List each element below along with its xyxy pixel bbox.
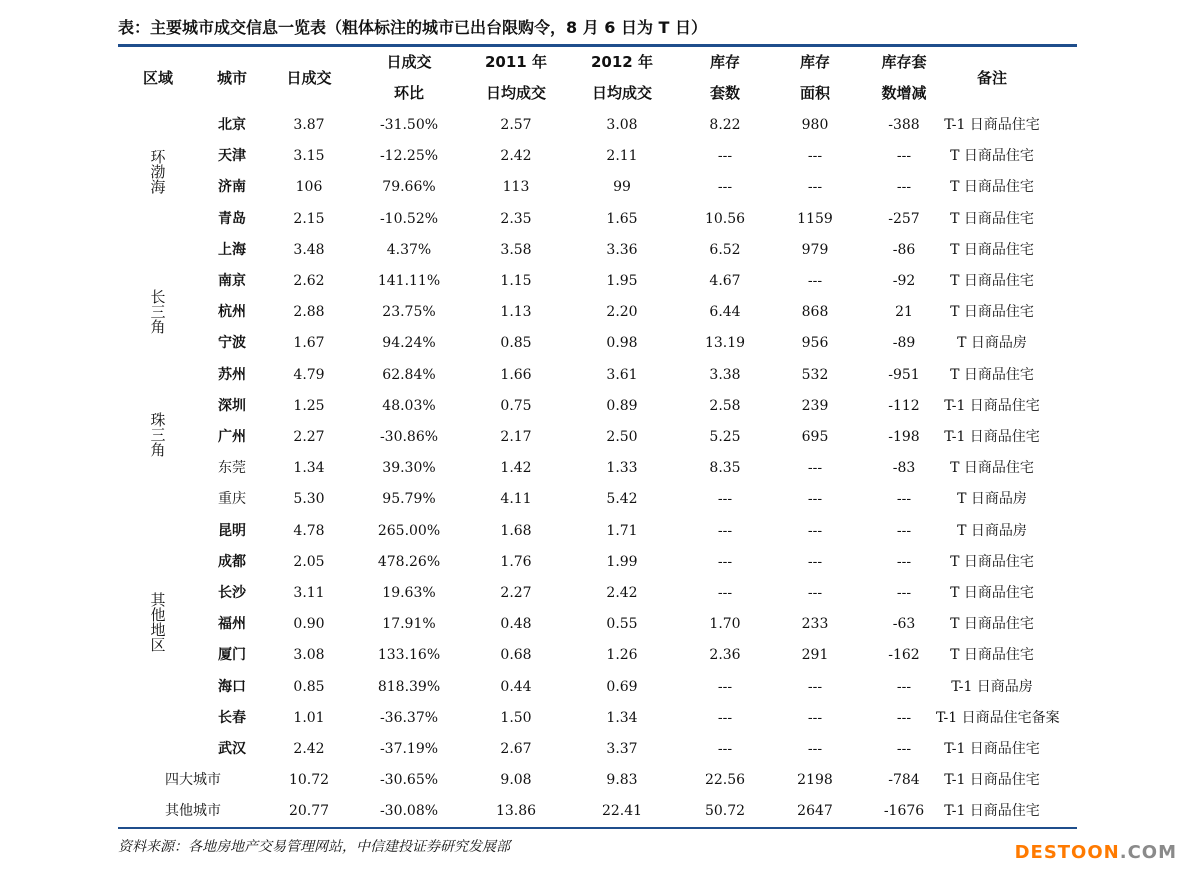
table-row xyxy=(118,110,1077,141)
cell-city: 广州 xyxy=(218,429,246,445)
cell-mom: -30.08% xyxy=(379,803,439,820)
cell-note: T 日商品住宅 xyxy=(950,553,1034,570)
header-avg2012 xyxy=(566,47,678,109)
cell-avg2012: 0.98 xyxy=(606,335,638,352)
cell-inv-chg: -162 xyxy=(888,647,920,664)
cell-inv-sets: 50.72 xyxy=(704,803,746,820)
cell-daily: 3.11 xyxy=(293,585,325,601)
cell-inv-area: 868 xyxy=(801,304,829,321)
cell-mom: 141.11% xyxy=(377,273,441,289)
cell-avg2012: 2.50 xyxy=(606,429,638,445)
cell-note: T 日商品房 xyxy=(957,491,1027,508)
cell-inv-chg: -63 xyxy=(892,616,916,633)
cell-avg2011: 1.76 xyxy=(500,553,532,570)
cell-avg2012: 5.42 xyxy=(606,491,638,508)
cell-inv-sets: --- xyxy=(717,491,733,508)
region-pearl-char: 三 xyxy=(150,426,166,444)
region-bohai-char: 渤 xyxy=(150,163,166,181)
table-row xyxy=(118,547,1077,578)
cell-inv-chg: --- xyxy=(896,585,912,601)
cell-avg2011: 0.48 xyxy=(500,616,532,633)
cell-avg2012: 2.11 xyxy=(606,148,638,165)
table-title: 表：主要城市成交信息一览表（粗体标注的城市已出台限购令，8 月 6 日为 T 日） xyxy=(118,18,708,37)
region-bohai-char: 海 xyxy=(150,178,166,196)
table-row xyxy=(118,636,1077,671)
cell-inv-area: --- xyxy=(807,553,823,570)
header-mom xyxy=(352,47,466,109)
source-note: 资料来源：各地房地产交易管理网站，中信建投证券研究发展部 xyxy=(118,839,510,855)
region-yangtze-char: 角 xyxy=(150,318,166,336)
cell-daily: 2.88 xyxy=(293,304,325,321)
cell-inv-area: 2198 xyxy=(797,772,833,789)
header-avg2012-line2: 日均成交 xyxy=(591,84,652,102)
cell-inv-area: 532 xyxy=(801,366,829,383)
header-inv-chg-line2: 数增减 xyxy=(881,84,927,102)
cell-avg2012: 22.41 xyxy=(601,803,643,820)
summary-row xyxy=(118,796,1077,827)
bottom-rule xyxy=(118,827,1077,829)
cell-avg2011: 2.57 xyxy=(500,117,532,133)
cell-daily: 10.72 xyxy=(288,772,330,789)
header-daily: 日成交 xyxy=(286,69,332,87)
region-yangtze-char: 三 xyxy=(150,303,166,321)
cell-avg2011: 13.86 xyxy=(495,803,537,820)
cell-inv-chg: --- xyxy=(896,148,912,165)
cell-daily: 4.79 xyxy=(293,366,325,383)
cell-inv-area: 956 xyxy=(801,335,829,352)
cell-daily: 4.78 xyxy=(293,522,325,539)
cell-inv-sets: 1.70 xyxy=(709,616,741,633)
header-inv-sets-line2: 套数 xyxy=(709,84,740,102)
cell-note: T 日商品房 xyxy=(957,335,1027,352)
cell-inv-sets: 6.52 xyxy=(709,241,741,258)
cell-inv-chg: 21 xyxy=(895,304,913,321)
cell-daily: 0.90 xyxy=(293,616,325,633)
table-row xyxy=(118,578,1077,609)
header-inv-area-line2: 面积 xyxy=(799,84,830,102)
cell-inv-sets: 2.58 xyxy=(709,397,741,414)
cell-city: 长沙 xyxy=(218,585,246,601)
cell-avg2012: 1.99 xyxy=(606,553,638,570)
cell-note: T-1 日商品住宅 xyxy=(944,772,1040,789)
cell-note: T 日商品住宅 xyxy=(950,210,1034,227)
cell-inv-chg: -257 xyxy=(888,210,920,227)
cell-inv-area: 695 xyxy=(801,429,829,445)
cell-inv-sets: 8.35 xyxy=(709,460,741,477)
table-row xyxy=(118,204,1077,235)
cell-city: 济南 xyxy=(218,179,246,196)
cell-city: 天津 xyxy=(218,148,246,165)
table-row xyxy=(118,266,1077,297)
cell-inv-area: --- xyxy=(807,148,823,165)
cell-daily: 2.05 xyxy=(293,553,325,570)
cell-mom: 94.24% xyxy=(382,335,436,352)
cell-avg2012: 2.20 xyxy=(606,304,638,321)
header-mom-line1: 日成交 xyxy=(386,53,432,71)
cell-avg2012: 1.65 xyxy=(606,210,638,227)
cell-inv-area: 2647 xyxy=(797,803,833,820)
cell-daily: 0.85 xyxy=(293,678,325,695)
cell-inv-area: --- xyxy=(807,585,823,601)
summary-row xyxy=(118,765,1077,796)
region-bohai-char: 环 xyxy=(150,148,166,166)
table-row xyxy=(118,516,1077,547)
cell-mom: 79.66% xyxy=(382,179,436,196)
cell-avg2012: 3.37 xyxy=(606,741,638,757)
cell-mom: -37.19% xyxy=(379,741,439,757)
cell-inv-chg: -112 xyxy=(888,397,920,414)
cell-inv-area: --- xyxy=(807,491,823,508)
cell-daily: 5.30 xyxy=(293,491,325,508)
cell-inv-sets: --- xyxy=(717,585,733,601)
cell-mom: 62.84% xyxy=(382,366,436,383)
cell-mom: 265.00% xyxy=(377,522,441,539)
cell-inv-sets: --- xyxy=(717,709,733,726)
cell-inv-sets: --- xyxy=(717,741,733,757)
cell-city: 南京 xyxy=(218,273,246,289)
cell-note: T 日商品住宅 xyxy=(950,366,1034,383)
table-row xyxy=(118,672,1077,703)
cell-inv-area: 980 xyxy=(801,117,829,133)
region-yangtze-char: 长 xyxy=(150,288,166,306)
cell-note: T 日商品住宅 xyxy=(950,460,1034,477)
cell-note: T-1 日商品住宅 xyxy=(944,397,1040,414)
cell-inv-chg: --- xyxy=(896,709,912,726)
table-row xyxy=(118,141,1077,172)
cell-avg2011: 1.68 xyxy=(500,522,532,539)
watermark-part2: .COM xyxy=(1119,842,1177,863)
cell-note: T-1 日商品住宅 xyxy=(944,803,1040,820)
cell-note: T 日商品住宅 xyxy=(950,647,1034,664)
cell-inv-area: --- xyxy=(807,273,823,289)
region-pearl-char: 珠 xyxy=(150,411,166,429)
cell-inv-area: 979 xyxy=(801,241,829,258)
header-avg2012-line1: 2012 年 xyxy=(591,53,653,71)
cell-avg2011: 2.27 xyxy=(500,585,532,601)
cell-mom: 4.37% xyxy=(386,241,432,258)
cell-avg2011: 0.68 xyxy=(500,647,532,664)
header-mom-line2: 环比 xyxy=(393,84,424,102)
header-inv-chg-line1: 库存套 xyxy=(881,53,927,71)
cell-mom: -31.50% xyxy=(379,117,439,133)
cell-inv-sets: --- xyxy=(717,179,733,196)
cell-inv-sets: 6.44 xyxy=(709,304,741,321)
cell-mom: -30.65% xyxy=(379,772,439,789)
cell-city: 长春 xyxy=(218,709,246,726)
cell-avg2012: 99 xyxy=(613,179,631,196)
cell-inv-chg: --- xyxy=(896,678,912,695)
cell-inv-chg: -1676 xyxy=(883,803,925,820)
cell-inv-sets: 4.67 xyxy=(709,273,741,289)
cell-inv-area: 1159 xyxy=(797,210,833,227)
cell-mom: 478.26% xyxy=(377,553,441,570)
cell-note: T-1 日商品住宅 xyxy=(944,741,1040,757)
cell-avg2011: 2.35 xyxy=(500,210,532,227)
cell-mom: 23.75% xyxy=(382,304,436,321)
cell-inv-chg: -83 xyxy=(892,460,916,477)
table-row xyxy=(118,606,1077,640)
cell-avg2012: 3.36 xyxy=(606,241,638,258)
cell-daily: 3.87 xyxy=(293,117,325,133)
cell-inv-chg: --- xyxy=(896,522,912,539)
cell-inv-area: --- xyxy=(807,709,823,726)
region-other-char: 地 xyxy=(150,621,166,639)
cell-note: T 日商品房 xyxy=(957,522,1027,539)
cell-mom: 39.30% xyxy=(382,460,436,477)
cell-daily: 2.62 xyxy=(293,273,325,289)
cell-mom: -36.37% xyxy=(379,709,439,726)
cell-avg2011: 4.11 xyxy=(500,491,532,508)
cell-inv-chg: -388 xyxy=(888,117,920,133)
cell-avg2011: 1.66 xyxy=(500,366,532,383)
cell-mom: 133.16% xyxy=(377,647,441,664)
cell-city: 昆明 xyxy=(218,522,246,539)
cell-avg2012: 3.61 xyxy=(606,366,638,383)
cell-city: 武汉 xyxy=(218,741,246,757)
header-inv-area-line1: 库存 xyxy=(799,53,830,71)
cell-avg2012: 3.08 xyxy=(606,117,638,133)
cell-city: 福州 xyxy=(218,616,246,633)
region-other-char: 区 xyxy=(150,636,166,654)
cell-daily: 1.67 xyxy=(293,335,325,352)
cell-inv-area: 291 xyxy=(801,647,829,664)
cell-inv-chg: -92 xyxy=(892,273,916,289)
cell-inv-sets: --- xyxy=(717,553,733,570)
header-region: 区域 xyxy=(142,69,173,87)
cell-mom: -12.25% xyxy=(379,148,439,165)
cell-mom: 19.63% xyxy=(382,585,436,601)
header-avg2011-line1: 2011 年 xyxy=(485,53,547,71)
cell-note: T-1 日商品住宅 xyxy=(944,429,1040,445)
table-row xyxy=(118,422,1077,453)
cell-city: 上海 xyxy=(218,241,246,258)
header-inv-sets-line1: 库存 xyxy=(709,53,740,71)
cell-inv-sets: 2.36 xyxy=(709,647,741,664)
cell-inv-sets: 10.56 xyxy=(704,210,746,227)
cell-inv-chg: -951 xyxy=(888,366,920,383)
cell-inv-sets: 22.56 xyxy=(704,772,746,789)
cell-daily: 2.27 xyxy=(293,429,325,445)
cell-inv-chg: --- xyxy=(896,179,912,196)
cell-avg2011: 1.42 xyxy=(500,460,532,477)
cell-city: 东莞 xyxy=(218,460,246,477)
site-watermark xyxy=(1015,842,1177,863)
table-row xyxy=(118,453,1077,484)
header-note: 备注 xyxy=(976,69,1007,87)
cell-city: 北京 xyxy=(218,117,246,133)
cell-city: 苏州 xyxy=(218,366,246,383)
cell-inv-sets: 13.19 xyxy=(704,335,746,352)
cell-avg2011: 2.42 xyxy=(500,148,532,165)
cell-city: 杭州 xyxy=(218,304,246,321)
watermark-part1: DESTOON xyxy=(1014,842,1120,863)
table-row xyxy=(118,703,1077,734)
cell-daily: 2.42 xyxy=(293,741,325,757)
cell-avg2012: 2.42 xyxy=(606,585,638,601)
cell-avg2011: 1.50 xyxy=(500,709,532,726)
header-avg2011-line2: 日均成交 xyxy=(485,84,546,102)
cell-avg2011: 1.15 xyxy=(500,273,532,289)
cell-inv-chg: -86 xyxy=(892,241,916,258)
cell-note: T 日商品住宅 xyxy=(950,148,1034,165)
cell-city: 厦门 xyxy=(218,647,246,664)
cell-avg2011: 9.08 xyxy=(500,772,532,789)
header-city: 城市 xyxy=(216,69,247,87)
cell-note: T 日商品住宅 xyxy=(950,304,1034,321)
cell-daily: 106 xyxy=(295,179,323,196)
cell-city: 海口 xyxy=(218,678,246,695)
table-row xyxy=(118,391,1077,422)
cell-avg2011: 113 xyxy=(502,179,530,196)
cell-note: T 日商品住宅 xyxy=(950,616,1034,633)
cell-inv-chg: -89 xyxy=(892,335,916,352)
cell-inv-area: 239 xyxy=(801,397,829,414)
cell-avg2012: 9.83 xyxy=(606,772,638,789)
cell-avg2012: 1.33 xyxy=(606,460,638,477)
region-pearl-char: 角 xyxy=(150,441,166,459)
cell-inv-sets: 5.25 xyxy=(709,429,741,445)
cell-note: T 日商品住宅 xyxy=(950,273,1034,289)
cell-summary-label: 四大城市 xyxy=(165,772,221,789)
cell-daily: 3.15 xyxy=(293,148,325,165)
cell-inv-sets: --- xyxy=(717,678,733,695)
data-table xyxy=(118,47,1077,827)
cell-avg2011: 2.17 xyxy=(500,429,532,445)
table-row xyxy=(118,484,1077,515)
cell-city: 成都 xyxy=(218,553,246,570)
cell-inv-area: --- xyxy=(807,460,823,477)
cell-daily: 3.48 xyxy=(293,241,325,258)
cell-daily: 1.34 xyxy=(293,460,325,477)
cell-city: 宁波 xyxy=(218,335,246,352)
cell-mom: 17.91% xyxy=(382,616,436,633)
cell-note: T 日商品住宅 xyxy=(950,585,1034,601)
cell-mom: 48.03% xyxy=(382,397,436,414)
cell-inv-sets: --- xyxy=(717,522,733,539)
cell-avg2012: 0.69 xyxy=(606,678,638,695)
cell-avg2012: 1.71 xyxy=(606,522,638,539)
header-avg2011 xyxy=(466,47,566,109)
cell-inv-chg: --- xyxy=(896,553,912,570)
cell-mom: -10.52% xyxy=(379,210,439,227)
table-row xyxy=(118,297,1077,328)
cell-inv-area: --- xyxy=(807,678,823,695)
cell-inv-chg: --- xyxy=(896,741,912,757)
cell-note: T 日商品住宅 xyxy=(950,241,1034,258)
cell-inv-area: --- xyxy=(807,741,823,757)
cell-avg2011: 0.44 xyxy=(500,678,532,695)
cell-avg2011: 0.75 xyxy=(500,397,532,414)
cell-city: 青岛 xyxy=(218,210,246,227)
cell-note: T-1 日商品住宅备案 xyxy=(936,709,1060,726)
cell-daily: 3.08 xyxy=(293,647,325,664)
cell-inv-chg: -784 xyxy=(888,772,920,789)
cell-avg2012: 1.95 xyxy=(606,273,638,289)
cell-avg2012: 1.26 xyxy=(606,647,638,664)
cell-note: T 日商品住宅 xyxy=(950,179,1034,196)
cell-daily: 1.25 xyxy=(293,397,325,414)
cell-avg2012: 0.89 xyxy=(606,397,638,414)
cell-inv-area: 233 xyxy=(801,616,829,633)
region-other-char: 他 xyxy=(150,606,166,624)
cell-inv-area: --- xyxy=(807,179,823,196)
cell-avg2012: 1.34 xyxy=(606,709,638,726)
cell-avg2011: 0.85 xyxy=(500,335,532,352)
cell-inv-sets: --- xyxy=(717,148,733,165)
cell-avg2011: 3.58 xyxy=(500,241,532,258)
table-row xyxy=(118,360,1077,391)
cell-avg2011: 1.13 xyxy=(500,304,532,321)
table-row xyxy=(118,734,1077,765)
cell-city: 重庆 xyxy=(218,491,246,508)
cell-mom: 95.79% xyxy=(382,491,436,508)
region-other-char: 其 xyxy=(150,591,166,609)
cell-inv-chg: --- xyxy=(896,491,912,508)
cell-note: T-1 日商品房 xyxy=(951,678,1033,695)
cell-mom: -30.86% xyxy=(379,429,439,445)
cell-avg2012: 0.55 xyxy=(606,616,638,633)
cell-daily: 1.01 xyxy=(293,709,325,726)
cell-note: T-1 日商品住宅 xyxy=(944,117,1040,133)
cell-daily: 20.77 xyxy=(288,803,330,820)
cell-inv-chg: -198 xyxy=(888,429,920,445)
table-row xyxy=(118,235,1077,266)
table-row xyxy=(118,172,1077,203)
table-row xyxy=(118,328,1077,359)
cell-summary-label: 其他城市 xyxy=(165,803,221,820)
cell-inv-area: --- xyxy=(807,522,823,539)
cell-daily: 2.15 xyxy=(293,210,325,227)
header-inv-area xyxy=(772,47,858,109)
cell-city: 深圳 xyxy=(218,397,246,414)
header-inv-sets xyxy=(678,47,772,109)
cell-avg2011: 2.67 xyxy=(500,741,532,757)
cell-inv-sets: 3.38 xyxy=(709,366,741,383)
cell-inv-sets: 8.22 xyxy=(709,117,741,133)
cell-mom: 818.39% xyxy=(377,678,441,695)
